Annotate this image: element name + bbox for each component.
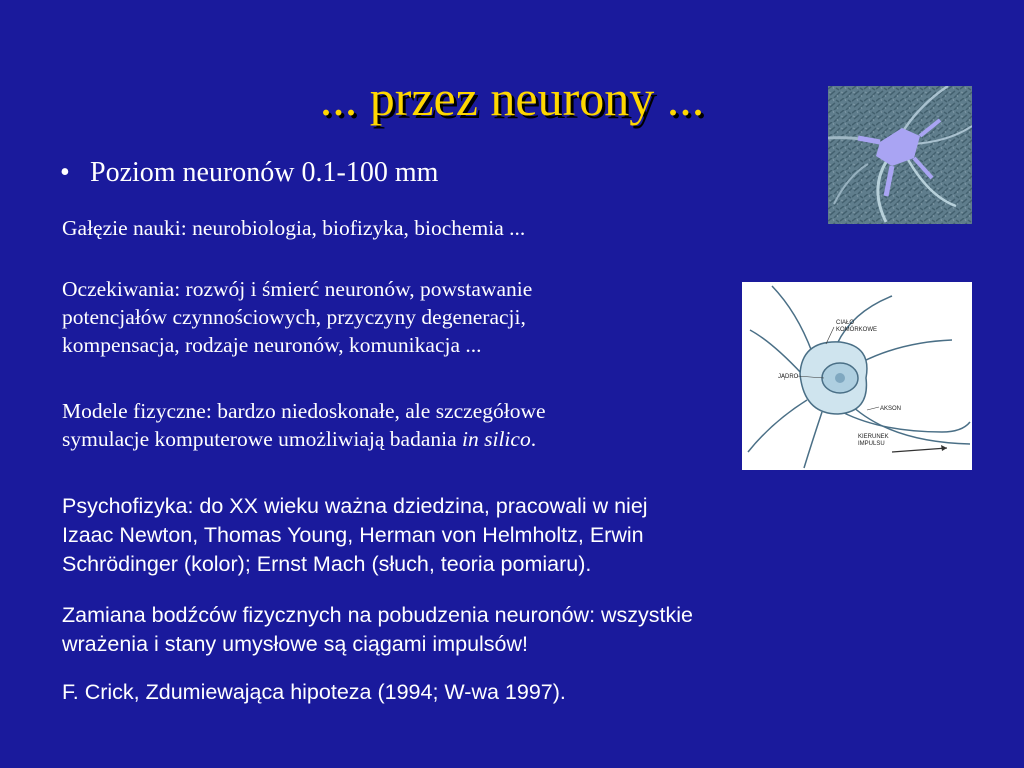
diagram-label-axon: AKSON xyxy=(880,406,902,412)
bullet-item xyxy=(60,156,438,190)
expectations-line: Oczekiwania: rozwój i śmierć neuronów, powstawanie xyxy=(62,277,533,301)
diagram-label-impulse: IMPULSU xyxy=(858,441,885,447)
expectations-paragraph xyxy=(62,275,532,359)
diagram-label-nucleus: JĄDRO xyxy=(778,374,799,380)
psychophysics-line: Psychofizyka: do XX wieku ważna dziedzina, pracowali w niej xyxy=(62,494,648,518)
psychophysics-line: Izaac Newton, Thomas Young, Herman von Helmholtz, Erwin xyxy=(62,523,644,547)
models-line xyxy=(62,425,546,453)
bullet-text: Poziom neuronów 0.1-100 mm xyxy=(90,157,439,188)
psychophysics-line: Schrödinger (kolor); Ernst Mach (słuch, teoria pomiaru). xyxy=(62,552,592,576)
stimuli-line: wrażenia i stany umysłowe są ciągami impulsów! xyxy=(62,632,529,656)
diagram-label-impulse: KIERUNEK xyxy=(858,434,889,440)
models-line-end: . xyxy=(530,427,537,451)
stimuli-line: Zamiana bodźców fizycznych na pobudzenia neuronów: wszystkie xyxy=(62,603,693,627)
diagram-label-cell-body: KOMÓRKOWE xyxy=(836,327,878,333)
neuron-micrograph-image xyxy=(828,86,972,224)
stimuli-paragraph xyxy=(62,601,693,659)
reference-line: F. Crick, Zdumiewająca hipoteza (1994; W-wa 1997). xyxy=(62,680,566,704)
models-line-text: symulacje komputerowe umożliwiają badania xyxy=(62,427,463,451)
psychophysics-paragraph xyxy=(62,492,648,579)
models-paragraph xyxy=(62,397,546,453)
slide-title: ... przez neurony ... xyxy=(319,70,705,126)
diagram-label-cell-body: CIAŁO xyxy=(836,320,855,326)
expectations-line: potencjałów czynnościowych, przyczyny degeneracji, xyxy=(62,305,526,329)
expectations-line: kompensacja, rodzaje neuronów, komunikacja ... xyxy=(62,333,482,357)
neuron-diagram-image xyxy=(742,282,972,470)
branches-paragraph: Gałęzie nauki: neurobiologia, biofizyka, biochemia ... xyxy=(62,216,526,240)
in-silico-term: in silico xyxy=(462,427,531,451)
bullet-dot-icon: • xyxy=(60,157,70,188)
models-line: Modele fizyczne: bardzo niedoskonałe, ale szczegółowe xyxy=(62,399,546,423)
